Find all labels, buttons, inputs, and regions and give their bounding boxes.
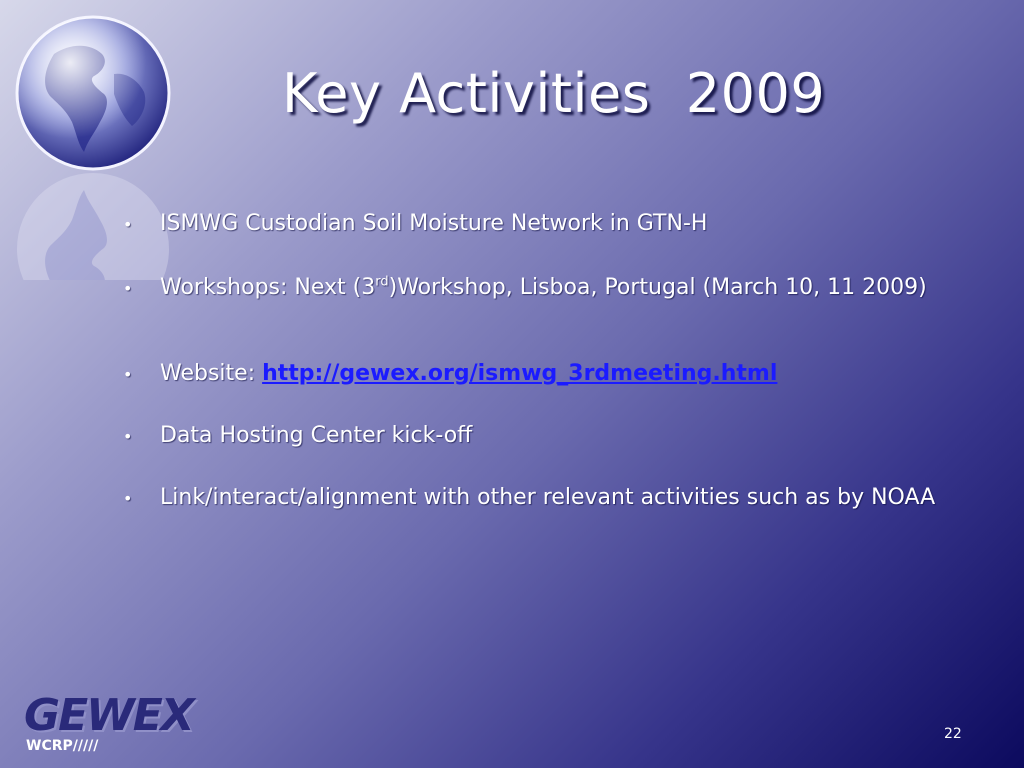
gewex-logo-text: GEWEX <box>24 690 193 741</box>
bullet-text-prefix: Workshops: Next (3 <box>160 275 376 300</box>
bullet-item <box>120 276 927 300</box>
ordinal-superscript: rd <box>375 274 389 290</box>
bullet-item <box>120 212 707 236</box>
bullet-item <box>120 486 935 510</box>
bullet-item <box>120 424 472 448</box>
gewex-logo <box>24 690 224 760</box>
website-label: Website: <box>160 361 263 386</box>
page-number: 22 <box>944 726 962 742</box>
globe-icon <box>14 14 172 172</box>
bullet-dot: • <box>123 215 133 234</box>
bullet-text: Link/interact/alignment with other relevant activities such as by NOAA <box>160 485 936 510</box>
bullet-item <box>120 362 777 386</box>
slide-title: Key Activities 2009 <box>282 62 826 125</box>
bullet-dot: • <box>123 365 133 384</box>
wcrp-logo-text: WCRP///// <box>26 738 99 754</box>
bullet-dot: • <box>123 489 133 508</box>
website-link[interactable]: http://gewex.org/ismwg_3rdmeeting.html <box>262 361 778 386</box>
bullet-text: ISMWG Custodian Soil Moisture Network in GTN-H <box>160 211 708 236</box>
bullet-dot: • <box>123 279 133 298</box>
bullet-text: Data Hosting Center kick-off <box>160 423 473 448</box>
bullet-dot: • <box>123 427 133 446</box>
bullet-text-suffix: )Workshop, Lisboa, Portugal (March 10, 11 2009) <box>388 275 927 300</box>
